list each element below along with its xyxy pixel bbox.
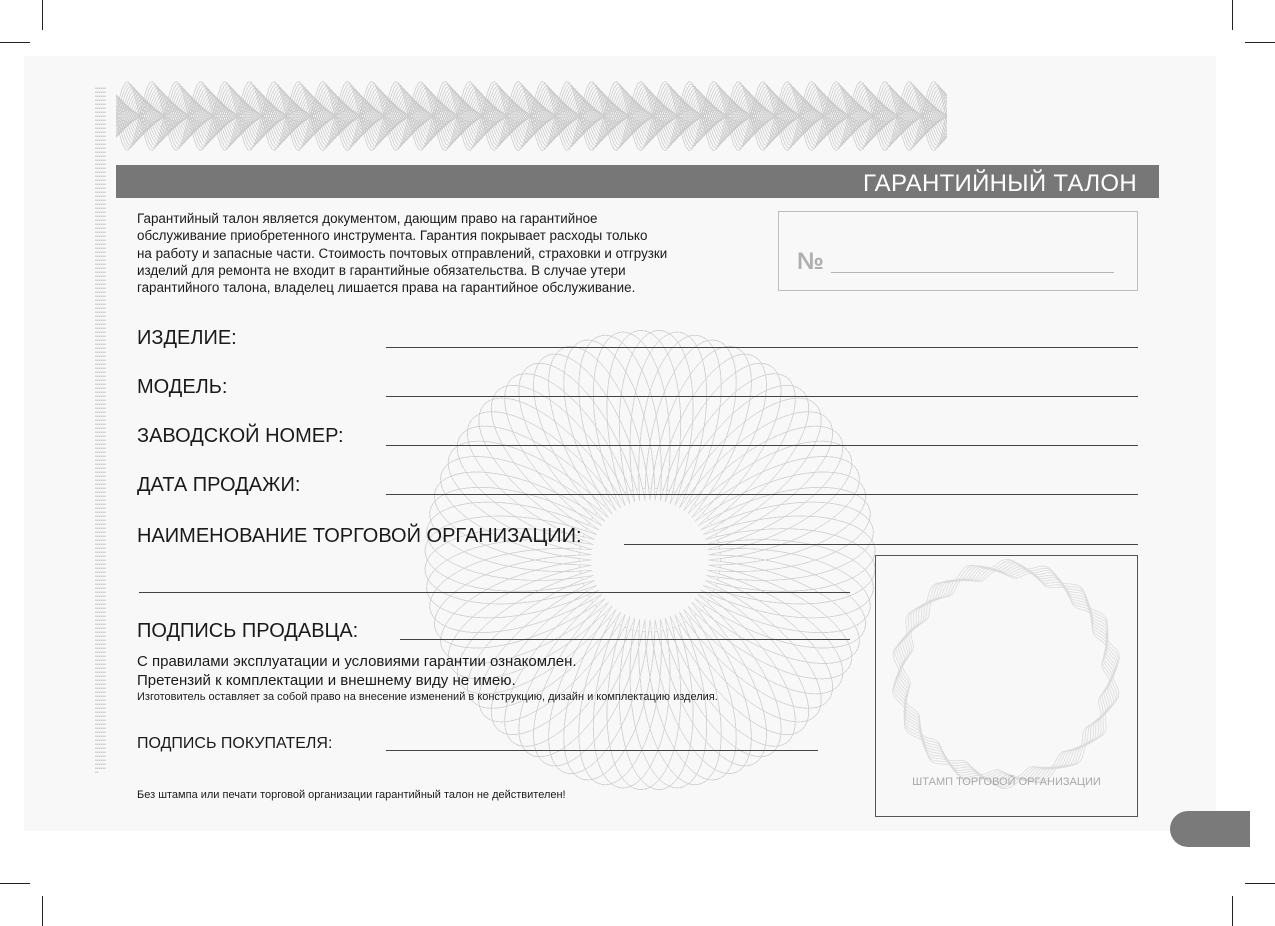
organization-label: НАИМЕНОВАНИЕ ТОРГОВОЙ ОРГАНИЗАЦИИ:: [137, 525, 582, 547]
organization-entry-line[interactable]: [624, 544, 1138, 545]
intro-line: Гарантийный талон является документом, дающим право на гарантийное: [137, 211, 598, 226]
intro-line: гарантийного талона, владелец лишается права на гарантийное обслуживание.: [137, 280, 636, 296]
crop-mark: [1232, 896, 1233, 926]
crop-mark: [0, 42, 30, 43]
crop-mark: [1232, 0, 1233, 30]
serial-number-box: [778, 211, 1138, 291]
intro-line: на работу и запасные части. Стоимость почтовых отправлений, страховки и отгрузки: [137, 245, 668, 261]
buyer-signature-label: ПОДПИСЬ ПОКУПАТЕЛЯ:: [137, 735, 333, 752]
acknowledgement-line-2: Претензий к комплектации и внешнему виду не имею.: [137, 672, 516, 689]
intro-line: изделий для ремонта не входит в гарантийные обязательства. В случае утери: [137, 262, 626, 278]
number-sign: №: [797, 248, 824, 275]
seller-signature-label: ПОДПИСЬ ПРОДАВЦА:: [137, 620, 359, 642]
manufacturer-note: Изготовитель оставляет за собой право на внесение изменений в конструкцию, дизайн и комплектацию изделия.: [137, 691, 718, 703]
title-bar: [116, 165, 1159, 198]
crop-mark: [42, 896, 43, 926]
crop-mark: [42, 0, 43, 30]
acknowledgement-line-1: С правилами эксплуатации и условиями гарантии ознакомлен.: [137, 653, 577, 670]
stamp-label: ШТАМП ТОРГОВОЙ ОРГАНИЗАЦИИ: [912, 776, 1101, 788]
organization-entry-line-2[interactable]: [139, 592, 850, 593]
stamp-ring-pattern: [888, 556, 1124, 792]
stamp-area: [875, 555, 1138, 817]
model-entry-line[interactable]: [386, 396, 1138, 397]
crop-mark: [0, 883, 30, 884]
validity-note: Без штампа или печати торговой организации гарантийный талон не действителен!: [137, 789, 566, 801]
serial-number-label: ЗАВОДСКОЙ НОМЕР:: [137, 425, 344, 447]
crop-mark: [1245, 883, 1275, 884]
document-title: ГАРАНТИЙНЫЙ ТАЛОН: [862, 170, 1137, 197]
sale-date-label: ДАТА ПРОДАЖИ:: [137, 474, 301, 496]
crop-mark: [1245, 42, 1275, 43]
warranty-intro-text: [137, 210, 757, 296]
intro-line: обслуживание приобретенного инструмента. Гарантия покрывает расходы только: [137, 228, 648, 244]
product-entry-line[interactable]: [386, 347, 1138, 348]
model-label: МОДЕЛЬ:: [137, 376, 228, 398]
sale-date-entry-line[interactable]: [386, 494, 1138, 495]
page-tab: [1170, 811, 1250, 847]
serial-number-entry-line[interactable]: [386, 445, 1138, 446]
product-label: ИЗДЕЛИЕ:: [137, 327, 237, 349]
number-entry-line[interactable]: [831, 272, 1114, 273]
buyer-signature-line[interactable]: [386, 750, 818, 751]
security-microtext: ssssssssssssssssssssssssssssssssssssssssssssssssssssssssssssssssssssssssssssssssssssssssssssssssssssssssssssssssssssssssssssssssssssssssssssssssssssssssssssssssssssssssssssssssssssssssssssssssssssssssssssssssssssssssssssssssssssssssssssssssssssssssssssssssssssssssssssssssssssssssssssssssssssssssssssssssssssssssssssssssssssssssssssssssssssssssssssssssssssssssssssssssssssssssssssssssssssssssssssssssssssssssssssssssssssssssssssssssssssssssssssssssssssssssssssssssssssssssssssssssssssssssssssssssssssssssssssssssssssssssssssssssssssssssssssssssssssssssssssssssssssssssssssssssssssssssssssssssssssssssssssssssssssssssssssssssssssssssssssssssssssssssssssssssssssssssssssssssssssssssssssssssssssssssssssssssssssssssssssssssssssssssssssssssssssssssssssssssssssssssssssssssssssssssssssssssssssssssssssssssssssssssssssssssssssssssssssssssssssssssssssssssssssssssssssssssssssssssssssssssssssssssssssssssssssssssssssssssssssssssssssssssssssssssssssssssssssssssssssssssssssssssssssssssssssssssssssssssssssssssssssssssssssssssssssssssssss: [95, 86, 106, 774]
guilloche-border-pattern: [116, 76, 947, 156]
seller-signature-line[interactable]: [400, 639, 850, 640]
